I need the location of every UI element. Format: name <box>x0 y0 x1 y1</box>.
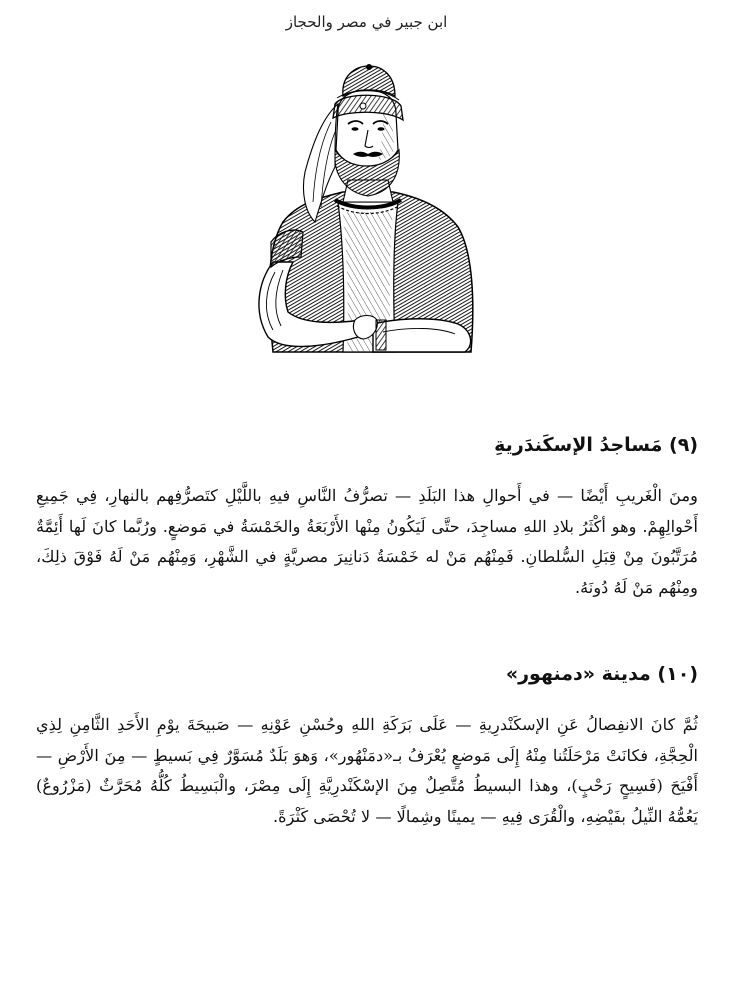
section-paragraph: ومنَ الْغَريبِ أَيْضًا — في أَحوالِ هذا البَلَدِ — تصرُّفُ النَّاسِ فيهِ باللَّيْلِ كتَصرُّفِهم بالنهارِ، فِي جَمِيعِ أَحْوالِهِمْ. وهو أكْثَرُ بلادِ اللهِ مساجِدَ، حتَّى لَيَكُونُ مِنْها الأَرْبَعَةُ والخَمْسَةُ في مَوضعٍ. ورُبَّما كانَ لَها أَئِمَّةٌ مُرَتَّبُونَ مِنْ قِبَلِ السُّلطانِ. فَمِنْهُم مَنْ له خَمْسَةُ دَنانِيرَ مصريَّةٍ في الشَّهْرِ، وَمِنْهُم مَنْ لَهُ فَوْقَ ذلِكَ، ومِنْهُم مَنْ لَهُ دُونَهُ. <box>36 486 698 597</box>
section-mosques-alexandria <box>36 431 698 603</box>
portrait-engraving-icon <box>243 62 493 360</box>
section-paragraph: ثُمَّ كانَ الانفِصالُ عَنِ الإسكَنْدرِيةِ — عَلَى بَرَكَةِ اللهِ وحُسْنِ عَوْنِهِ — صَبيحَةَ يوْمِ الأَحَدِ الثَّامِنِ لِذِي الْحِجَّةِ، فكانَتْ مَرْحَلَتُنا مِنْهُ إِلَى مَوضعٍ يُعْرَفُ بـ«دمَنْهُور»، وَهوَ بَلَدٌ مُسَوَّرٌ فِي بَسيطٍ — مِنَ الأَرْضِ — أَفْيَحَ (فَسِيحٍ رَحْبٍ)، وهذا البسيطُ مُتَّصِلٌ مِنَ الإسْكَنْدرِيَّةِ إِلَى مِصْرَ، والْبَسِيطُ كُلُّهُ مُحَرَّثٌ (مَزْرُوعٌ) يَعُمُّهُ النِّيلُ بفَيْضِهِ، والْقُرَى فِيهِ — يمينًا وشِمالًا — لا تُحْصَى كَثْرَةً. <box>36 715 698 826</box>
section-heading: (٩) مَساجدُ الإسكَندَريةِ <box>494 434 698 456</box>
section-damanhur <box>36 660 698 832</box>
section-heading: (١٠) مدينة «دمنهور» <box>505 663 698 685</box>
running-header: ابن جبير في مصر والحجاز <box>285 13 448 31</box>
